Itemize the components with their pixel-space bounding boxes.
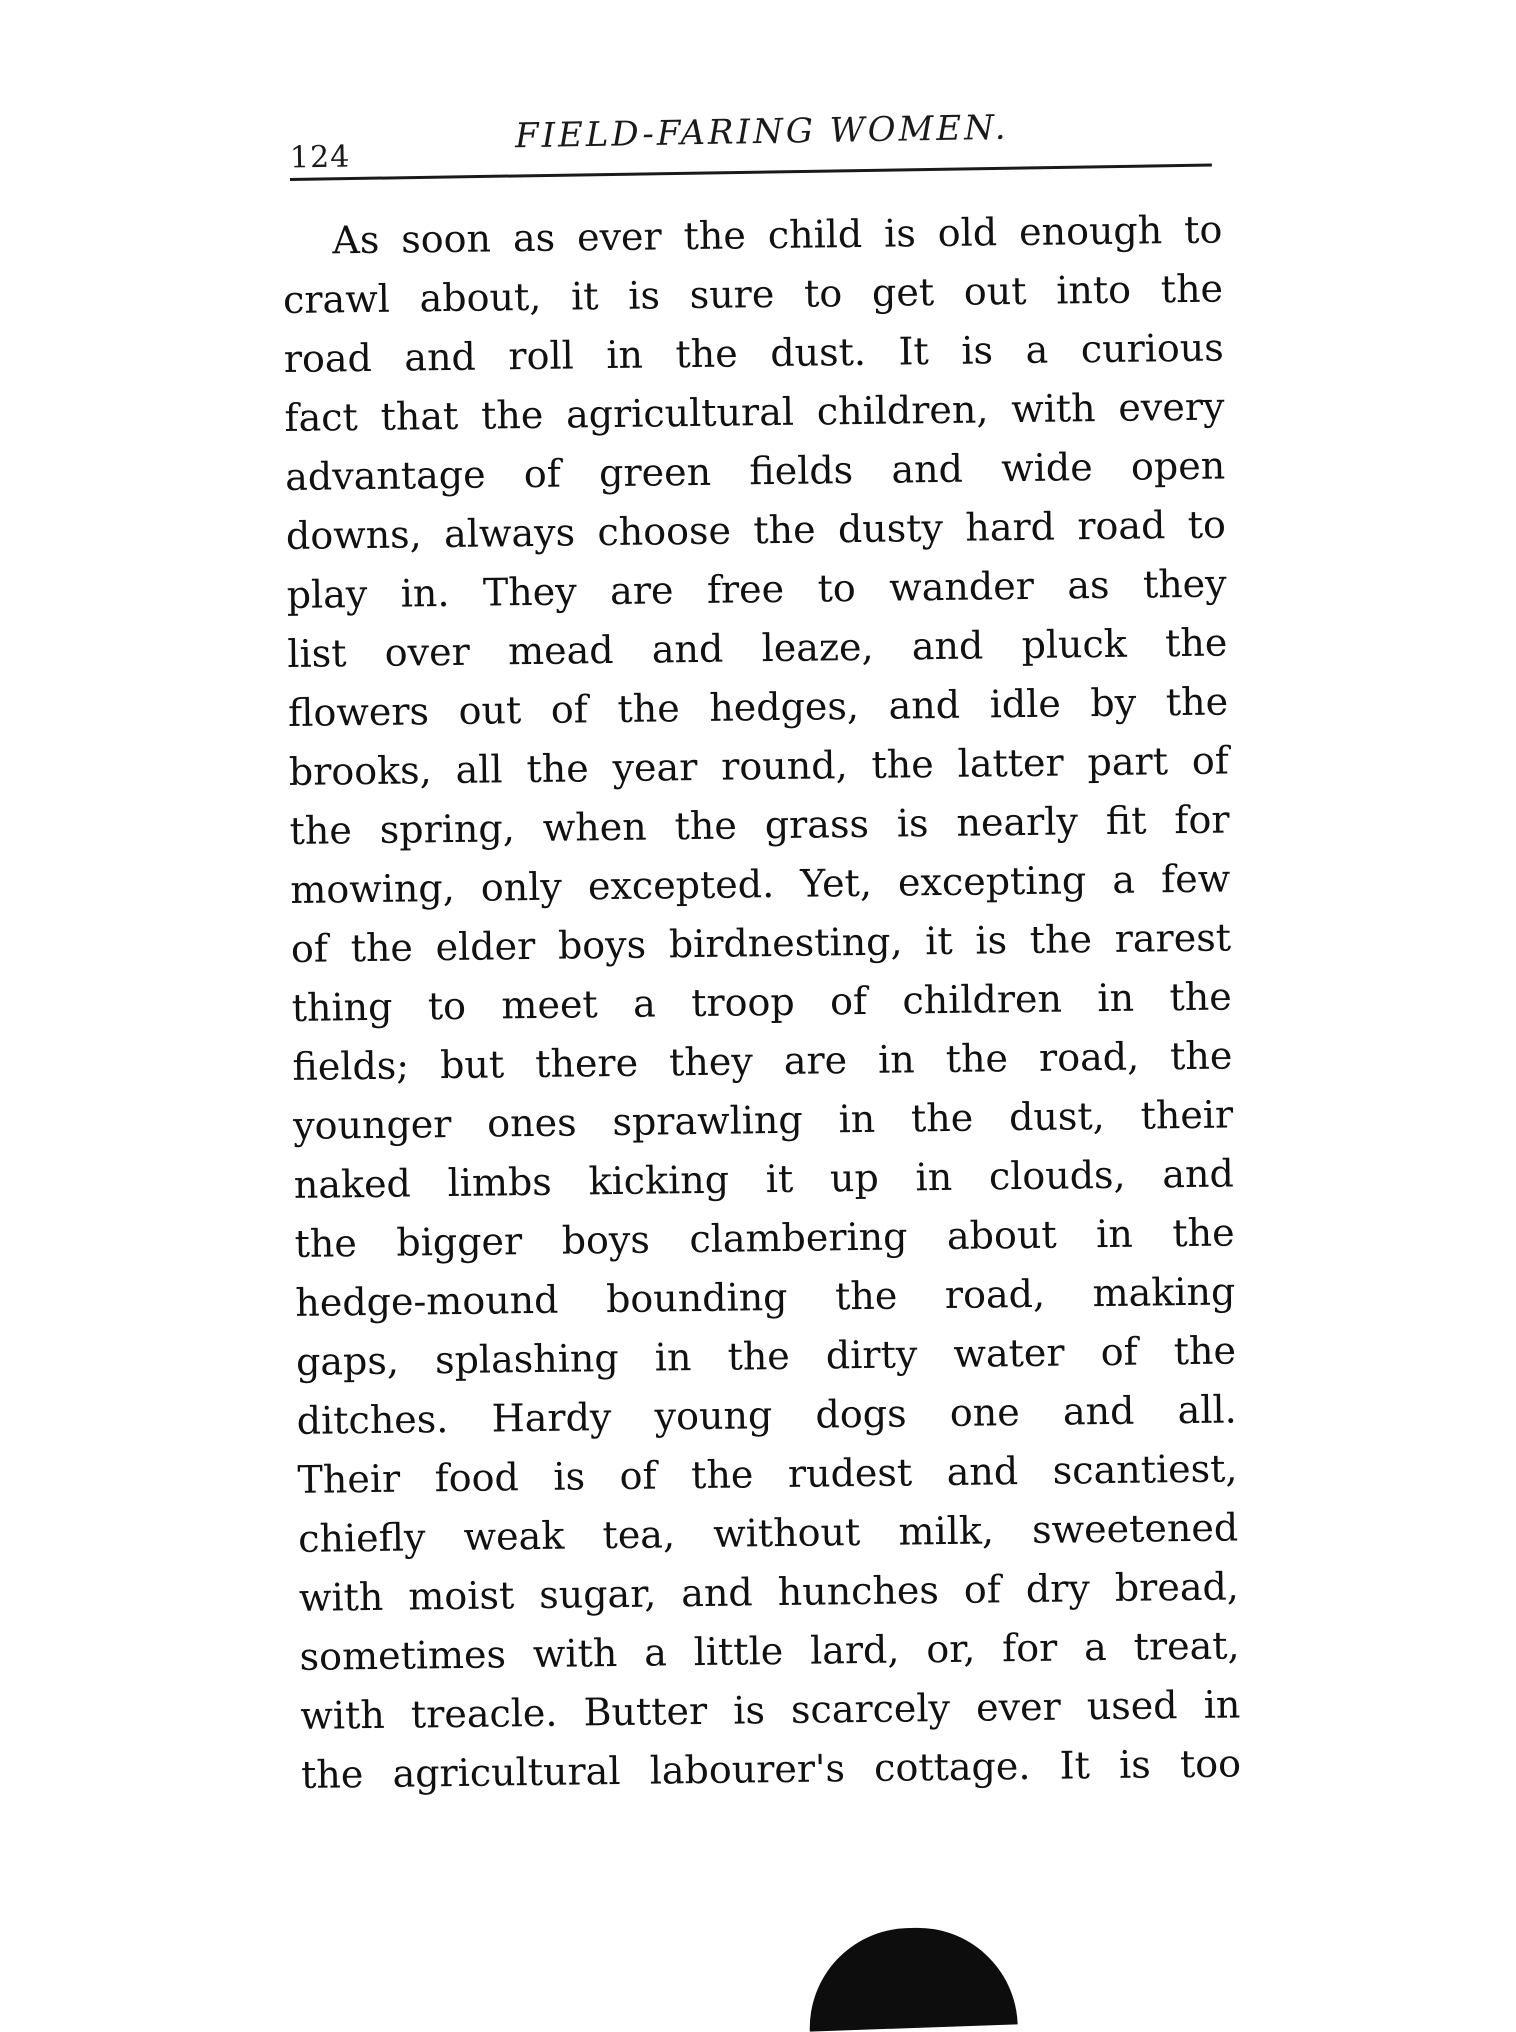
text-line: the agricultural labourer's cottage. It is too (300, 1741, 1242, 1797)
text-line: younger ones sprawling in the dust, their (292, 1092, 1234, 1148)
text-line: sometimes with a little lard, or, for a treat, (299, 1623, 1240, 1679)
text-line: Their food is of the rudest and scantiest, (297, 1446, 1238, 1502)
text-line: road and roll in the dust. It is a curious (283, 325, 1224, 381)
text-line: the spring, when the grass is nearly fit for (289, 797, 1230, 853)
text-line: fields; but there they are in the road, the (292, 1033, 1233, 1089)
text-line: chiefly weak tea, without milk, sweetened (297, 1505, 1239, 1561)
text-line: hedge-mound bounding the road, making (295, 1269, 1236, 1325)
ink-blot (806, 1924, 1017, 2031)
text-line: gaps, splashing in the dirty water of the (295, 1328, 1237, 1384)
text-line: brooks, all the year round, the latter part of (288, 738, 1230, 794)
body-paragraph (282, 201, 1241, 1805)
text-line: crawl about, it is sure to get out into the (282, 266, 1224, 322)
text-line: mowing, only excepted. Yet, excepting a few (290, 856, 1231, 912)
text-line: flowers out of the hedges, and idle by the (287, 679, 1229, 735)
text-line: play in. They are free to wander as they (286, 561, 1227, 617)
text-line: naked limbs kicking it up in clouds, and (293, 1151, 1235, 1207)
text-line: thing to meet a troop of children in the (291, 974, 1232, 1030)
text-line: advantage of green fields and wide open (284, 443, 1226, 499)
text-line: with moist sugar, and hunches of dry bread, (298, 1564, 1240, 1620)
text-line: As soon as ever the child is old enough to (332, 207, 1223, 263)
running-title: FIELD-FARING WOMEN. (514, 107, 1009, 157)
text-line: of the elder boys birdnesting, it is the rarest (290, 915, 1232, 971)
header-rule (290, 164, 1212, 181)
text-line: the bigger boys clambering about in the (294, 1210, 1235, 1266)
text-line: ditches. Hardy young dogs one and all. (296, 1387, 1237, 1443)
text-line: downs, always choose the dusty hard road to (285, 502, 1227, 558)
page-number: 124 (289, 139, 351, 176)
text-line: list over mead and leaze, and pluck the (287, 620, 1228, 676)
text-line: fact that the agricultural children, with every (284, 384, 1225, 440)
text-line: with treacle. Butter is scarcely ever used in (300, 1682, 1241, 1738)
